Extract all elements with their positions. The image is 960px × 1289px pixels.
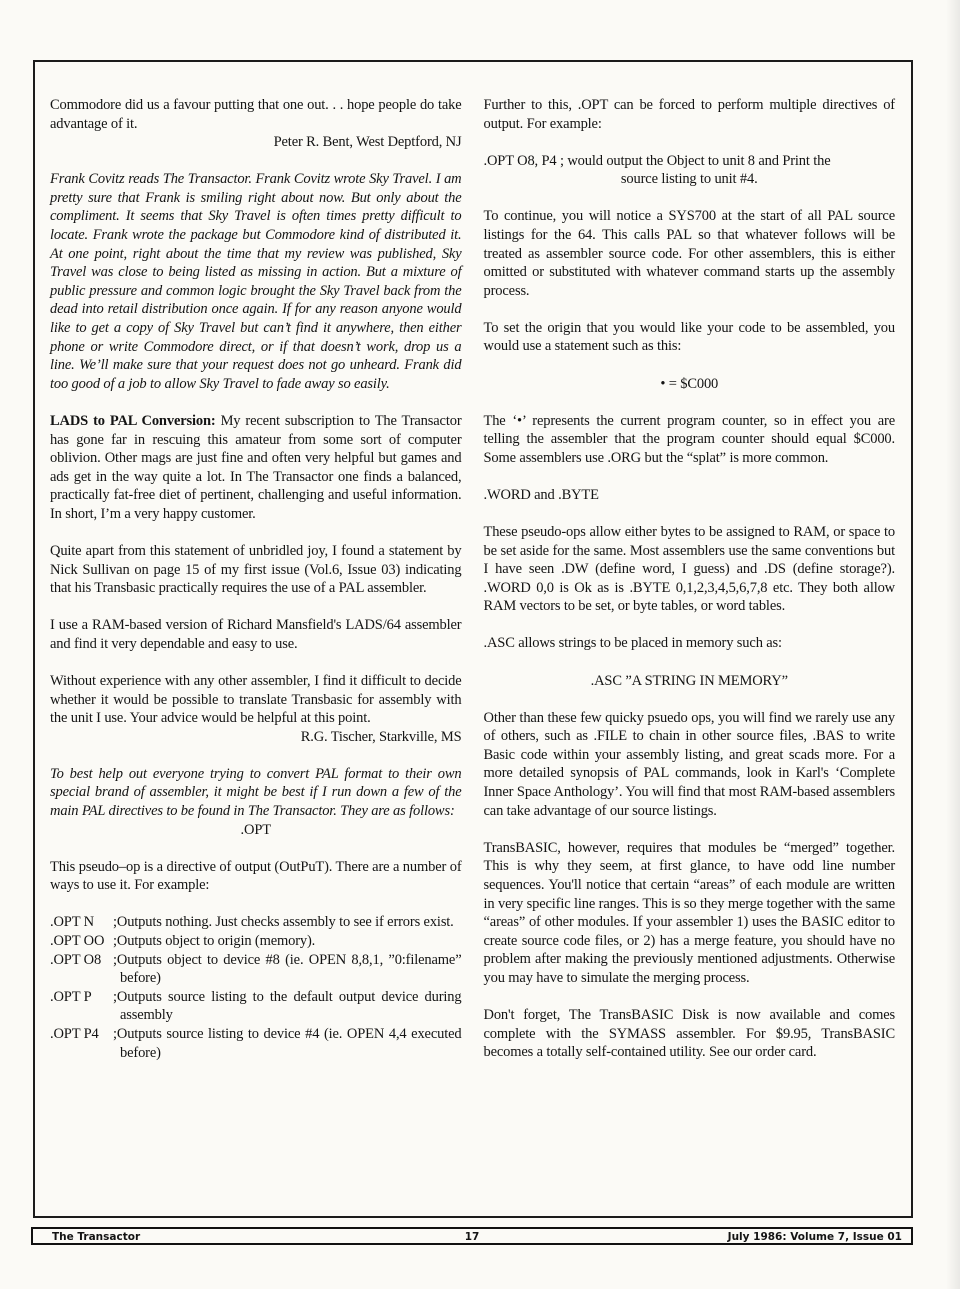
opt-definition: ;Outputs object to device #8 (ie. OPEN 8,8,1, ”0:filename” before) [113,951,462,987]
paragraph-pseudo-ops-ram: These pseudo-ops allow either bytes to be assigned to RAM, or space to be set aside for the same. Most assemblers use the same conventions but I have seen .DW (define word, I guess) and .DS (define storage?). .WORD 0,0 is Ok as is .BYTE 0,1,2,3,4,5,6,7,8 etc. They both allow RAM vectors to be set, or byte tables, or word tables. [483,524,895,615]
opt-list-row [50,988,462,1025]
opt-example-line2: source listing to unit #4. [620,171,758,188]
paragraph-without-experience: Without experience with any other assembler, I find it difficult to decide whether it would be possible to translate Transbasic for assembly with the unit I use. Your advice would be helpful at this point. [50,672,462,727]
page-footer-bar [31,1227,913,1245]
page-content-box [33,60,913,1218]
paragraph-splat-explanation: The ‘•’ represents the current program counter, so in effect you are telling the assembler that the program counter should equal $C000. Some assemblers use .ORG but the “splat” is more common. [483,412,895,466]
opt-list-row [50,932,462,951]
paragraph-asc-strings: .ASC allows strings to be placed in memory such as: [483,635,782,652]
paragraph-further-to-this: Further to this, .OPT can be forced to perform multiple directives of output. For example: [483,97,895,132]
opt-definition: ;Outputs object to origin (memory). [113,932,316,949]
opt-term: .OPT N [50,914,94,931]
lads-paragraph-rest: My recent subscription to The Transactor has gone far in rescuing this amateur from some sort of computer oblivion. Other mags are just fine and often very helpful but games and ads get in the way quite a lot. In The Transactor one finds a balanced, practically fat-free diet of pertinent, challenging and useful information. In short, I’m a very happy customer. [50,412,462,522]
opt-definition: ;Outputs source listing to device #4 (ie. OPEN 4,4 executed before) [113,1025,462,1061]
paragraph-best-help: To best help out everyone trying to convert PAL format to their own special brand of assembler, it might be best if I run down a few of the main PAL directives to be found in The Transactor. They are as follows: [50,765,462,819]
splat-code-line: • = $C000 [660,375,719,392]
opt-term: .OPT O8 [50,951,102,968]
opt-options-list [50,913,462,1062]
paragraph-to-continue: To continue, you will notice a SYS700 at the start of all PAL source listings for the 64. This calls PAL so that whatever follows will be treated as assembler source code. For other assemblers, this is either omitted or substituted with whatever command starts up the assembly process. [483,208,895,299]
lads-heading-lead: LADS to PAL Conversion: [50,412,216,429]
opt-list-row [50,951,462,988]
word-byte-heading: .WORD and .BYTE [483,486,599,503]
paragraph-commodore: Commodore did us a favour putting that one out. . . hope people do take advantage of it. [50,97,462,132]
paragraph-quite-apart: Quite apart from this statement of unbridled joy, I found a statement by Nick Sullivan on page 15 of my first issue (Vol.6, Issue 03) indicating that his Transbasic practically requires the use of a PAL assembler. [50,542,462,597]
opt-term: .OPT P [50,988,92,1005]
asc-code-line: .ASC ”A STRING IN MEMORY” [590,672,788,689]
footer-page-number: 17 [464,1231,480,1243]
opt-term: .OPT OO [50,932,105,949]
two-column-layout [50,96,895,1080]
opt-definition: ;Outputs nothing. Just checks assembly to see if errors exist. [113,914,454,931]
paragraph-other-pseudo-ops: Other than these few quicky psuedo ops, you will find we rarely use any of others, such as .FILE to chain in other source files, .BAS to write Basic code within your assembly listing, and great scads more. For a more detailed synopsis of PAL commands, look in Karl's ‘Complete Inner Space Anthology’. You will find that most RAM-based assemblers can take advantage of our source listings. [483,709,895,819]
opt-list-row [50,1025,462,1062]
paragraph-set-origin: To set the origin that you would like your code to be assembled, you would use a statement such as this: [483,319,895,355]
right-column [484,96,896,1080]
paragraph-transbasic-disk: Don't forget, The TransBASIC Disk is now available and comes complete with the SYMASS assembler. For $9.95, TransBASIC becomes a totally self-contained utility. See our order card. [483,1006,895,1061]
opt-list-row [50,913,462,932]
left-column [50,96,462,1080]
signature-rg-tischer: R.G. Tischer, Starkville, MS [300,728,462,745]
opt-directive-heading: .OPT [240,821,271,838]
opt-definition: ;Outputs source listing to the default output device during assembly [113,988,462,1024]
paragraph-pseudo-op: This pseudo–op is a directive of output (OutPuT). There are a number of ways to use it. For example: [50,858,462,894]
opt-term: .OPT P4 [50,1025,99,1042]
paragraph-frank-covitz: Frank Covitz reads The Transactor. Frank Covitz wrote Sky Travel. I am pretty sure that Frank is smiling right about now. But only about the compliment. It seems that Sky Travel is often times pretty difficult to locate. Frank wrote the package but Commodore kind of distributed it. At one point, right about the time that my review was published, Sky Travel was close to being listed as missing in action. But a mixture of public pressure and common logic brought the Sky Travel back from the dead into retail distribution once again. If for any reason anyone would like to get a copy of Sky Travel but can’t find it anywhere, then either phone or write Commodore direct, or if that doesn’t work, drop us a line. We’ll make sure that your request does not go unheard. Frank did too good of a job to allow Sky Travel to fade away so easily. [50,171,462,392]
signature-peter-bent: Peter R. Bent, West Deptford, NJ [273,134,462,151]
paragraph-ram-based: I use a RAM-based version of Richard Mansfield's LADS/64 assembler and find it very dependable and easy to use. [50,617,462,652]
paragraph-transbasic-merge: TransBASIC, however, requires that modules be “merged” together. This is why they seem, at first glance, to have odd line number sequences. You'll notice that certain “areas” of each module are written in very specific line ranges. This is so they merge together with the same “areas” of other modules. If your assembler 1) uses the BASIC editor to create source code files, or 2) has a merge feature, you should have no problem after making the previously mentioned adjustments. Otherwise you may have to simulate the merging process. [483,839,895,986]
footer-issue-info: July 1986: Volume 7, Issue 01 [727,1231,902,1243]
footer-publication-name: The Transactor [52,1231,141,1243]
opt-example-line1: .OPT O8, P4 ; would output the Object to unit 8 and Print the [483,152,831,169]
paragraph-lads-to-pal [50,412,462,524]
